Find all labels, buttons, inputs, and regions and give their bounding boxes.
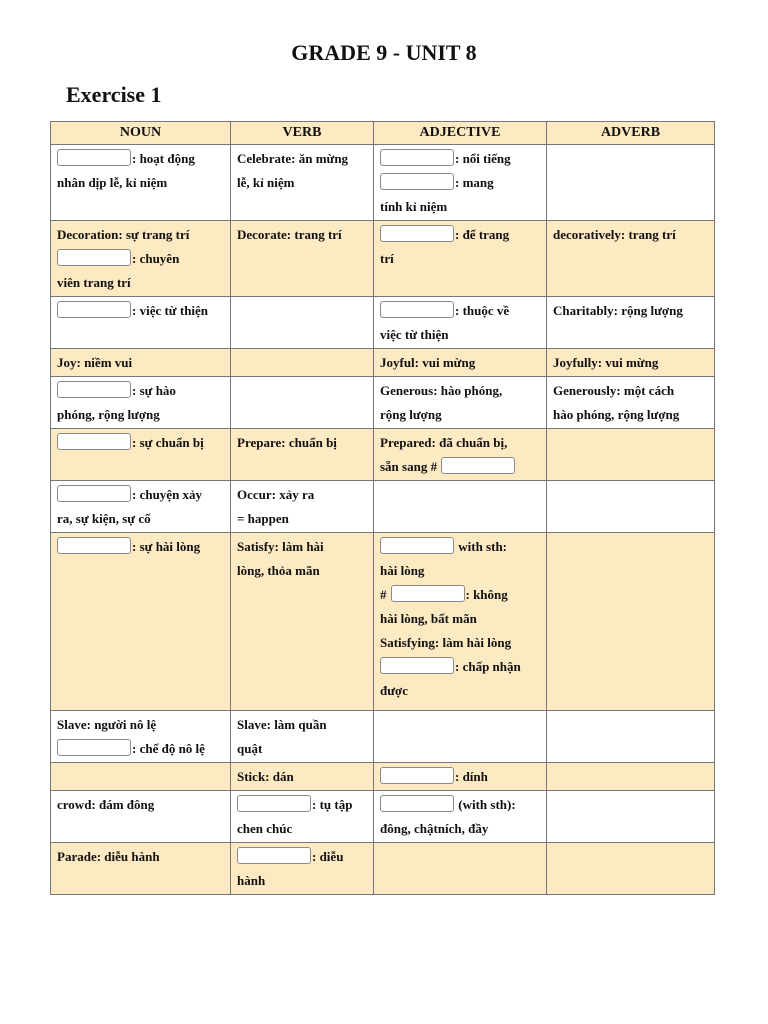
cell-text: : dính	[455, 769, 488, 784]
cell-text: Joy: niềm vui	[57, 355, 133, 370]
cell-adj	[374, 711, 547, 763]
cell-line	[380, 147, 540, 171]
cell-verb	[231, 429, 374, 481]
cell-text: : chế độ nô lệ	[132, 741, 205, 756]
answer-blank-input[interactable]	[57, 485, 131, 502]
cell-line	[553, 379, 708, 403]
cell-text: đông, chậtních, đầy	[380, 821, 489, 836]
cell-noun	[51, 145, 231, 221]
cell-verb	[231, 349, 374, 377]
cell-verb	[231, 791, 374, 843]
cell-text: crowd: đám đông	[57, 797, 155, 812]
cell-verb	[231, 843, 374, 895]
page-title: GRADE 9 - UNIT 8	[291, 40, 477, 65]
cell-adv	[547, 349, 715, 377]
cell-line	[237, 223, 367, 247]
answer-blank-input[interactable]	[380, 767, 454, 784]
cell-line	[237, 535, 367, 559]
cell-verb	[231, 711, 374, 763]
cell-line	[380, 535, 540, 559]
cell-noun	[51, 481, 231, 533]
cell-adj	[374, 763, 547, 791]
cell-line	[380, 351, 540, 375]
cell-line	[57, 845, 224, 869]
cell-text: : diễu	[312, 849, 344, 864]
cell-text: Prepare: chuẩn bị	[237, 435, 337, 450]
cell-text: Parade: diễu hành	[57, 849, 160, 864]
cell-line	[57, 713, 224, 737]
cell-line	[237, 483, 367, 507]
cell-text: Joyful: vui mừng	[380, 355, 476, 370]
answer-blank-input[interactable]	[237, 847, 311, 864]
cell-text: hài lòng	[380, 563, 425, 578]
table-row	[51, 221, 715, 297]
cell-line	[237, 147, 367, 171]
cell-line	[553, 351, 708, 375]
cell-line	[553, 299, 708, 323]
cell-text: Joyfully: vui mừng	[553, 355, 659, 370]
cell-text: ra, sự kiện, sự cố	[57, 511, 151, 526]
cell-line	[380, 195, 540, 219]
cell-text: (with sth):	[455, 797, 516, 812]
cell-line	[380, 223, 540, 247]
cell-adj	[374, 843, 547, 895]
cell-text: hài lòng, bất mãn	[380, 611, 477, 626]
cell-noun	[51, 791, 231, 843]
table-body	[51, 145, 715, 895]
cell-text: Occur: xảy ra	[237, 487, 315, 502]
cell-text: decoratively: trang trí	[553, 227, 676, 242]
cell-verb	[231, 297, 374, 349]
cell-text: Prepared: đã chuẩn bị,	[380, 435, 508, 450]
cell-line	[553, 403, 708, 427]
answer-blank-input[interactable]	[380, 173, 454, 190]
cell-text: Satisfying: làm hài lòng	[380, 635, 512, 650]
cell-adj	[374, 429, 547, 481]
cell-text: phóng, rộng lượng	[57, 407, 160, 422]
cell-adv	[547, 791, 715, 843]
cell-line	[380, 323, 540, 347]
cell-verb	[231, 533, 374, 711]
word-form-table	[50, 121, 715, 895]
cell-adv	[547, 843, 715, 895]
cell-line	[237, 793, 367, 817]
cell-line	[237, 171, 367, 195]
cell-line	[380, 431, 540, 455]
cell-adv	[547, 711, 715, 763]
cell-line	[237, 713, 367, 737]
cell-text: Slave: người nô lệ	[57, 717, 157, 732]
cell-text: : sự hào	[132, 383, 176, 398]
cell-text: : thuộc về	[455, 303, 510, 318]
cell-adv	[547, 221, 715, 297]
cell-adv	[547, 145, 715, 221]
cell-line	[57, 507, 224, 531]
cell-text: chen chúc	[237, 821, 293, 836]
cell-text: : tụ tập	[312, 797, 353, 812]
cell-verb	[231, 145, 374, 221]
cell-text: hành	[237, 873, 266, 888]
cell-text: : việc từ thiện	[132, 303, 209, 318]
cell-text: : sự chuẩn bị	[132, 435, 204, 450]
cell-text: Slave: làm quần	[237, 717, 327, 732]
cell-line	[57, 793, 224, 817]
cell-line	[57, 403, 224, 427]
cell-line	[380, 403, 540, 427]
cell-text: Decoration: sự trang trí	[57, 227, 190, 242]
answer-blank-input[interactable]	[237, 795, 311, 812]
header-adverb: ADVERB	[547, 122, 715, 145]
cell-text: Generous: hào phóng,	[380, 383, 503, 398]
cell-text: rộng lượng	[380, 407, 442, 422]
cell-line	[237, 845, 367, 869]
cell-text: hào phóng, rộng lượng	[553, 407, 680, 422]
table-row	[51, 349, 715, 377]
cell-adv	[547, 533, 715, 711]
answer-blank-input[interactable]	[441, 457, 515, 474]
cell-text: lòng, thỏa mãn	[237, 563, 320, 578]
cell-text: trí	[380, 251, 394, 266]
cell-line	[57, 379, 224, 403]
cell-line	[380, 379, 540, 403]
header-noun: NOUN	[51, 122, 231, 145]
exercise-heading: Exercise 1	[66, 82, 162, 107]
cell-line	[57, 737, 224, 761]
cell-text: Charitably: rộng lượng	[553, 303, 683, 318]
cell-line	[57, 223, 224, 247]
cell-noun	[51, 763, 231, 791]
cell-line	[57, 535, 224, 559]
cell-adj	[374, 377, 547, 429]
table-row	[51, 145, 715, 221]
answer-blank-input[interactable]	[391, 585, 465, 602]
answer-blank-input[interactable]	[57, 739, 131, 756]
cell-line	[380, 247, 540, 271]
cell-noun	[51, 349, 231, 377]
cell-text: được	[380, 683, 408, 698]
cell-line	[57, 147, 224, 171]
cell-noun	[51, 297, 231, 349]
cell-line	[380, 607, 540, 631]
cell-line	[237, 431, 367, 455]
cell-line	[57, 271, 224, 295]
cell-verb	[231, 221, 374, 297]
cell-verb	[231, 377, 374, 429]
cell-line	[380, 793, 540, 817]
cell-text: việc từ thiện	[380, 327, 449, 342]
answer-blank-input[interactable]	[380, 795, 454, 812]
cell-verb	[231, 763, 374, 791]
answer-blank-input[interactable]	[57, 249, 131, 266]
cell-text: : không	[465, 587, 508, 602]
cell-text: : chuyện xảy	[132, 487, 203, 502]
header-verb: VERB	[231, 122, 374, 145]
table-row	[51, 297, 715, 349]
header-adjective: ADJECTIVE	[374, 122, 547, 145]
table-row	[51, 377, 715, 429]
answer-blank-input[interactable]	[380, 657, 454, 674]
cell-noun	[51, 843, 231, 895]
answer-blank-input[interactable]	[57, 301, 131, 318]
cell-adj	[374, 791, 547, 843]
cell-line	[237, 817, 367, 841]
cell-text: : chuyên	[132, 251, 180, 266]
cell-noun	[51, 533, 231, 711]
cell-text: Celebrate: ăn mừng	[237, 151, 349, 166]
cell-noun	[51, 221, 231, 297]
answer-blank-input[interactable]	[380, 537, 454, 554]
cell-noun	[51, 429, 231, 481]
cell-text: Decorate: trang trí	[237, 227, 342, 242]
cell-text: : sự hài lòng	[132, 539, 201, 554]
cell-text: : mang	[455, 175, 494, 190]
table-row	[51, 711, 715, 763]
cell-line	[57, 247, 224, 271]
answer-blank-input[interactable]	[380, 149, 454, 166]
cell-line	[380, 559, 540, 583]
cell-adj	[374, 145, 547, 221]
cell-adj	[374, 349, 547, 377]
cell-line	[237, 737, 367, 761]
cell-line	[380, 631, 540, 655]
cell-text: with sth:	[455, 539, 508, 554]
cell-line	[57, 483, 224, 507]
answer-blank-input[interactable]	[57, 149, 131, 166]
table-row	[51, 843, 715, 895]
cell-text: : để trang	[455, 227, 510, 242]
cell-text: Generously: một cách	[553, 383, 675, 398]
cell-line	[57, 299, 224, 323]
cell-text: Satisfy: làm hài	[237, 539, 324, 554]
cell-text: viên trang trí	[57, 275, 131, 290]
cell-verb	[231, 481, 374, 533]
cell-line	[57, 171, 224, 195]
cell-line	[57, 431, 224, 455]
cell-text: : nổi tiếng	[455, 151, 511, 166]
table-row	[51, 533, 715, 711]
table-row	[51, 429, 715, 481]
cell-text: = happen	[237, 511, 289, 526]
table-row	[51, 481, 715, 533]
cell-line	[380, 655, 540, 679]
cell-text: lễ, kỉ niệm	[237, 175, 295, 190]
cell-line	[380, 171, 540, 195]
cell-line	[380, 679, 540, 703]
cell-adv	[547, 429, 715, 481]
answer-blank-input[interactable]	[57, 433, 131, 450]
cell-adv	[547, 377, 715, 429]
cell-line	[380, 455, 540, 479]
cell-line	[553, 223, 708, 247]
cell-line	[380, 817, 540, 841]
cell-adj	[374, 297, 547, 349]
cell-noun	[51, 377, 231, 429]
cell-text: Stick: dán	[237, 769, 294, 784]
answer-blank-input[interactable]	[380, 225, 454, 242]
cell-text: : hoạt động	[132, 151, 195, 166]
cell-text: sẵn sang #	[380, 459, 438, 474]
table-header-row	[51, 122, 715, 145]
table-row	[51, 791, 715, 843]
answer-blank-input[interactable]	[380, 301, 454, 318]
cell-line	[237, 765, 367, 789]
cell-line	[380, 583, 540, 607]
cell-line	[237, 869, 367, 893]
answer-blank-input[interactable]	[57, 537, 131, 554]
cell-adj	[374, 533, 547, 711]
answer-blank-input[interactable]	[57, 381, 131, 398]
cell-adv	[547, 763, 715, 791]
cell-text: quật	[237, 741, 263, 756]
cell-text: : chấp nhận	[455, 659, 521, 674]
cell-text: tính kỉ niệm	[380, 199, 448, 214]
cell-line	[380, 765, 540, 789]
cell-line	[57, 351, 224, 375]
cell-noun	[51, 711, 231, 763]
cell-adj	[374, 221, 547, 297]
cell-line	[237, 507, 367, 531]
cell-line	[237, 559, 367, 583]
cell-text: nhân dịp lễ, kỉ niệm	[57, 175, 168, 190]
cell-line	[380, 299, 540, 323]
cell-text: #	[380, 587, 387, 602]
table-row	[51, 763, 715, 791]
cell-adv	[547, 297, 715, 349]
cell-adv	[547, 481, 715, 533]
cell-adj	[374, 481, 547, 533]
